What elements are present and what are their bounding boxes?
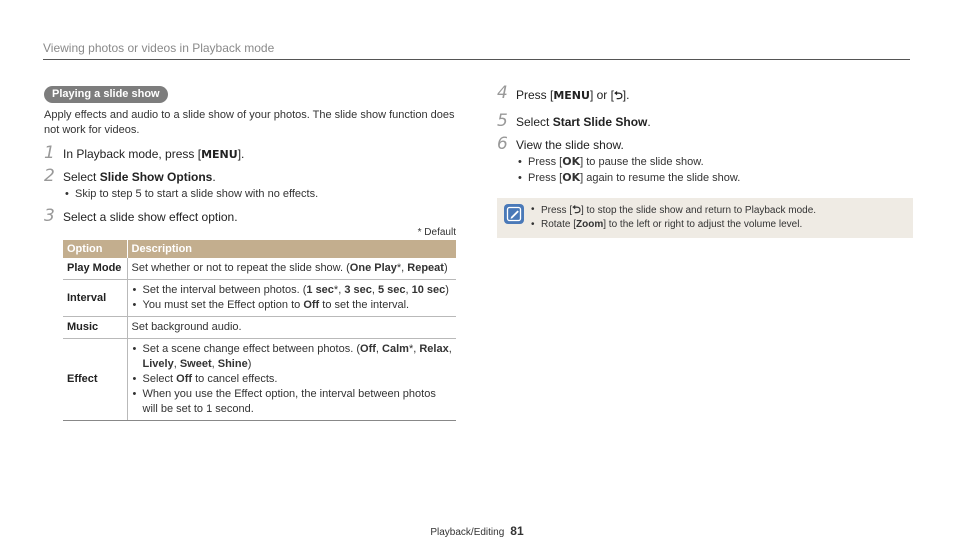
footer-section: Playback/Editing — [430, 527, 505, 538]
back-arrow-icon: ⮌ — [572, 203, 581, 216]
options-table — [63, 240, 456, 421]
list-item: • Set a scene change effect between photos. (Off, Calm*, Relax, Lively, Sweet, Shine) — [132, 342, 453, 372]
list-item: • Skip to step 5 to start a slide show with no effects. — [63, 186, 458, 202]
step-4 — [497, 83, 913, 106]
option-name: Effect — [63, 339, 127, 421]
section-title: Playing a slide show — [44, 86, 168, 103]
option-name: Interval — [63, 280, 127, 317]
column-header-description: Description — [127, 240, 456, 258]
step-number: 1 — [44, 143, 55, 163]
option-name: Music — [63, 317, 127, 339]
step-5 — [497, 111, 913, 131]
step-3 — [44, 206, 458, 226]
list-item: • Select Off to cancel effects. — [132, 372, 453, 387]
step-number: 4 — [497, 83, 508, 103]
step-2 — [44, 166, 458, 202]
right-column — [497, 84, 913, 238]
step-2-subitems — [63, 186, 458, 202]
step-text: View the slide show. — [516, 138, 624, 152]
step-1 — [44, 143, 458, 163]
step-bold: Start Slide Show — [552, 115, 648, 129]
step-text: ] or [ — [589, 88, 614, 102]
step-number: 6 — [497, 134, 508, 154]
option-description — [127, 339, 456, 421]
step-6 — [497, 134, 913, 186]
step-text: Press [ — [516, 88, 554, 102]
header-title: Viewing photos or videos in Playback mode — [43, 41, 275, 55]
step-text: ]. — [622, 88, 630, 102]
note-box — [497, 198, 913, 238]
table-row — [63, 280, 456, 317]
step-text: . — [647, 115, 651, 129]
table-row — [63, 339, 456, 421]
option-name: Play Mode — [63, 258, 127, 280]
step-text: Select — [516, 115, 553, 129]
list-item: • Set the interval between photos. (1 sec*, 3 sec, 5 sec, 10 sec) — [132, 283, 453, 298]
list-item: • Press [⮌] to stop the slide show and return to Playback mode. — [531, 203, 905, 218]
step-text: In Playback mode, press [ — [63, 147, 202, 161]
step-text: ]. — [237, 147, 245, 161]
step-number: 2 — [44, 166, 55, 186]
option-description: Set whether or not to repeat the slide show. (One Play*, Repeat) — [127, 258, 456, 280]
step-text: Select — [63, 170, 100, 184]
list-item: • Rotate [Zoom] to the left or right to adjust the volume level. — [531, 218, 905, 232]
intro-text: Apply effects and audio to a slide show of your photos. The slide show function does not work for videos. — [44, 109, 455, 136]
step-number: 5 — [497, 111, 508, 131]
ok-button-glyph: OK — [562, 171, 581, 184]
list-item: • Press [OK] to pause the slide show. — [516, 154, 913, 170]
step-text: . — [212, 170, 216, 184]
list-item: • When you use the Effect option, the interval between photos will be set to 1 second. — [132, 387, 453, 417]
option-description — [127, 280, 456, 317]
table-row — [63, 317, 456, 339]
column-header-option: Option — [63, 240, 127, 258]
menu-button-glyph: MENU — [553, 89, 590, 102]
step-number: 3 — [44, 206, 55, 226]
back-arrow-icon: ⮌ — [613, 89, 623, 102]
option-description: Set background audio. — [127, 317, 456, 339]
list-item: • Press [OK] again to resume the slide show. — [516, 170, 913, 186]
default-note: * Default — [417, 227, 456, 238]
ok-button-glyph: OK — [562, 155, 581, 168]
page-footer — [0, 524, 954, 538]
menu-button-glyph: MENU — [201, 148, 238, 161]
left-column — [44, 84, 458, 421]
step-bold: Slide Show Options — [99, 170, 213, 184]
table-row — [63, 258, 456, 280]
header-rule — [43, 59, 910, 60]
list-item: • You must set the Effect option to Off to set the interval. — [132, 298, 453, 313]
note-pencil-icon — [504, 204, 524, 224]
step-6-subitems — [516, 154, 913, 186]
step-text: Select a slide show effect option. — [63, 210, 238, 224]
page-number: 81 — [510, 524, 524, 538]
